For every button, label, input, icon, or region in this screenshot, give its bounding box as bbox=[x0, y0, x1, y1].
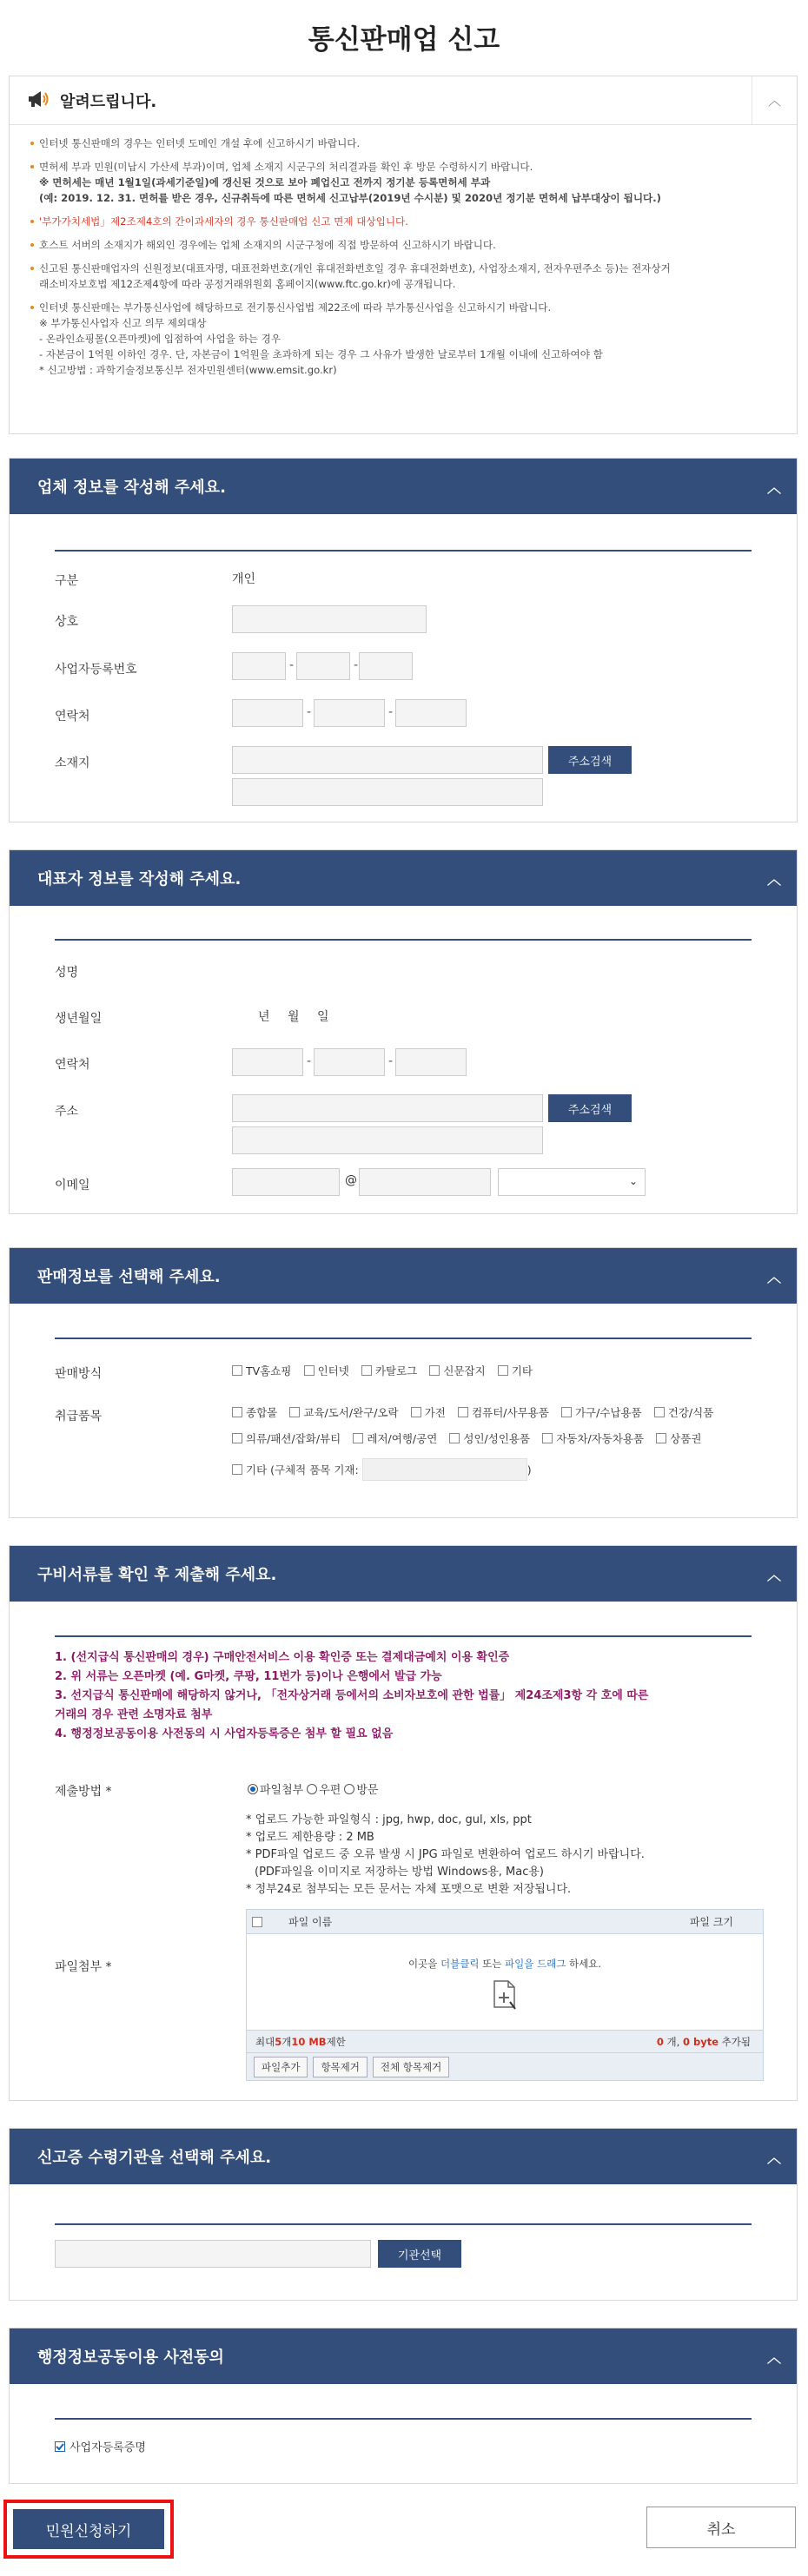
collapse-button[interactable] bbox=[752, 850, 797, 906]
chevron-up-icon: ︿ bbox=[766, 870, 781, 888]
bizno-input-1[interactable] bbox=[232, 652, 286, 680]
birth-month: 월 bbox=[288, 1010, 300, 1024]
radio-visit[interactable] bbox=[344, 1784, 354, 1794]
apply-highlight bbox=[3, 2500, 174, 2559]
rep-contact-input-2[interactable] bbox=[314, 1048, 385, 1076]
checkbox-item[interactable]: 가전 bbox=[411, 1404, 446, 1420]
rep-address-input[interactable] bbox=[232, 1094, 543, 1122]
chevron-up-icon: ︿ bbox=[766, 1268, 781, 1285]
submit-method-label: 제출방법 * bbox=[55, 1785, 112, 1799]
address-label: 소재지 bbox=[55, 756, 90, 770]
checkbox-internet[interactable]: 인터넷 bbox=[304, 1363, 349, 1378]
file-info: * 업로드 가능한 파일형식 : jpg, hwp, doc, gul, xls, ppt * 업로드 제한용량 : 2 MB * PDF파일 업로드 중 오류 발생 시 JPG 파일로 변환하여 업로드 하시기 바랍니다. (PDF파일을 이미지로 저장하는 방법 Windows용, Mac용) * 정부24로 첨부되는 모든 문서는 자체 포맷으로 변환 저장됩니다. bbox=[246, 1813, 645, 1896]
items-other-input[interactable] bbox=[362, 1458, 527, 1481]
apply-button[interactable]: 민원신청하기 bbox=[13, 2509, 164, 2549]
chevron-up-icon: ︿ bbox=[766, 1566, 781, 1583]
select-all-checkbox[interactable] bbox=[252, 1917, 262, 1927]
checkbox-item-other[interactable]: 기타 (구체적 품목 기재: bbox=[232, 1462, 359, 1477]
agency-section bbox=[9, 2128, 798, 2301]
checkbox-item[interactable]: 레저/여행/공연 bbox=[353, 1430, 437, 1446]
collapse-button[interactable] bbox=[752, 459, 797, 514]
section-header: 행정정보공동이용 사전동의 ︿ bbox=[10, 2328, 797, 2384]
sales-method-options bbox=[232, 1363, 541, 1379]
collapse-button[interactable] bbox=[752, 1248, 797, 1304]
checkbox-item[interactable]: 성인/성인용품 bbox=[449, 1430, 530, 1446]
file-add-icon bbox=[247, 1979, 763, 2013]
notice-item: 인터넷 통신판매는 부가통신사업에 해당하므로 전기통신사업법 제22조에 따라 부가통신사업을 신고하시기 바랍니다. ※ 부가통신사업자 신고 의무 제외대상 - 온라인쇼핑몰(오픈마켓)에 입점하여 사업을 하는 경우 - 자본금이 1억원 이하인 경우. 단, 자본금이 1억원을 초과하게 되는 경우 그 사유가 발생한 날로부터 1개월 이내에 신고하여야 함 * 신고방법 : 과학기술정보통신부 전자민원센터(www.emsit.go.kr) bbox=[29, 300, 778, 378]
file-upload-widget bbox=[246, 1909, 764, 2081]
collapse-button[interactable] bbox=[752, 1546, 797, 1602]
remove-item-button[interactable]: 항목제거 bbox=[313, 2057, 367, 2077]
collapse-button[interactable] bbox=[752, 76, 797, 124]
items-other-close: ) bbox=[527, 1463, 532, 1476]
column-file-size: 파일 크기 bbox=[689, 1916, 733, 1928]
page-title: 통신판매업 신고 bbox=[308, 24, 500, 56]
at-sign: @ bbox=[345, 1173, 357, 1187]
section-header: 판매정보를 선택해 주세요. ︿ bbox=[10, 1248, 797, 1304]
radio-file[interactable] bbox=[248, 1784, 258, 1794]
address-detail-input[interactable] bbox=[232, 778, 543, 806]
documents-section bbox=[9, 1545, 798, 2101]
checkbox-item[interactable]: 컴퓨터/사무용품 bbox=[458, 1404, 549, 1420]
form-actions bbox=[0, 2498, 808, 2567]
items-label: 취급품목 bbox=[55, 1410, 103, 1423]
checkbox-item[interactable]: 가구/수납용품 bbox=[561, 1404, 642, 1420]
representative-section: 대표자 정보를 작성해 주세요. ︿ 성명 생년월일 년 월 일 연락처 - - 주소 주소검색 이메일 @ ⌄ bbox=[9, 849, 798, 1214]
chevron-down-icon: ⌄ bbox=[628, 1175, 638, 1187]
sales-section bbox=[9, 1247, 798, 1518]
checkbox-item[interactable]: 상품권 bbox=[656, 1430, 701, 1446]
collapse-button[interactable] bbox=[752, 2328, 797, 2384]
agency-input[interactable] bbox=[55, 2240, 371, 2268]
rep-contact-label: 연락처 bbox=[55, 1058, 90, 1072]
bizno-label: 사업자등록번호 bbox=[55, 663, 137, 677]
consent-section bbox=[9, 2328, 798, 2484]
contact-label: 연락처 bbox=[55, 710, 90, 723]
document-notes: 1. (선지급식 통신판매의 경우) 구매안전서비스 이용 확인증 또는 결제대금예치 이용 확인증 2. 위 서류는 오픈마켓 (예. G마켓, 쿠팡, 11번가 등)이나 은행에서 발급 가능 3. 선지급식 통신판매에 해당하지 않거나, 「전자상거래 등에서의 소비자보호에 관한 법률」 제24조제3항 각 호에 따른 거래의 경우 관련 소명자료 첨부 4. 행정정보공동이용 사전동의 시 사업자등록증은 첨부 할 필요 없음 bbox=[55, 1651, 649, 1740]
type-value: 개인 bbox=[232, 572, 256, 586]
type-label: 구분 bbox=[55, 574, 79, 588]
submit-method-options: 파일첨부 우편 방문 bbox=[248, 1780, 378, 1797]
company-name-label: 상호 bbox=[55, 615, 79, 629]
birth-day: 일 bbox=[317, 1010, 329, 1024]
notice-item: '부가가치세법」제2조제4호의 간이과세자의 경우 통신판매업 신고 면제 대상입니다. bbox=[29, 214, 778, 229]
chevron-up-icon: ︿ bbox=[766, 2348, 781, 2366]
checkbox-catalog[interactable]: 카탈로그 bbox=[361, 1363, 417, 1378]
section-header: 업체 정보를 작성해 주세요. ︿ bbox=[10, 459, 797, 514]
section-header: 구비서류를 확인 후 제출해 주세요. ︿ bbox=[10, 1546, 797, 1602]
checkbox-item[interactable]: 건강/식품 bbox=[654, 1404, 714, 1420]
address-input[interactable] bbox=[232, 746, 543, 774]
bizno-input-2[interactable] bbox=[296, 652, 350, 680]
file-attach-label: 파일첨부 * bbox=[55, 1960, 112, 1974]
email-label: 이메일 bbox=[55, 1179, 90, 1192]
remove-all-button[interactable]: 전체 항목제거 bbox=[373, 2057, 449, 2077]
birth-year: 년 bbox=[258, 1010, 270, 1024]
email-domain-select[interactable] bbox=[498, 1168, 646, 1196]
rep-contact-input-3[interactable] bbox=[395, 1048, 467, 1076]
items-options bbox=[232, 1404, 771, 1483]
notice-item: 신고된 통신판매업자의 신원정보(대표자명, 대표전화번호(개인 휴대전화번호일 경우 휴대전화번호), 사업장소재지, 전자우편주소 등)는 전자상거 래소비자보호법 제12조제4항에 따라 공정거래위원회 홈페이지(www.ftc.go.kr)에 공개됩니다. bbox=[29, 261, 778, 292]
rep-contact-input-1[interactable] bbox=[232, 1048, 303, 1076]
file-status-bar: 최대 5 개 10 MB 제한 0 개, 0 byte 추가됨 bbox=[247, 2030, 763, 2052]
checkbox-item[interactable]: 의류/패션/잡화/뷰티 bbox=[232, 1430, 341, 1446]
notice-header bbox=[10, 76, 797, 125]
bizno-input-3[interactable] bbox=[359, 652, 413, 680]
section-header: 신고증 수령기관을 선택해 주세요. ︿ bbox=[10, 2129, 797, 2184]
email-domain-input[interactable] bbox=[359, 1168, 491, 1196]
contact-input-2[interactable] bbox=[314, 699, 385, 727]
radio-post[interactable] bbox=[307, 1784, 317, 1794]
checkbox-newspaper[interactable]: 신문잡지 bbox=[429, 1363, 485, 1378]
collapse-button[interactable] bbox=[752, 2129, 797, 2184]
checkbox-tv[interactable]: TV홈쇼핑 bbox=[232, 1363, 291, 1378]
notice-item: 호스트 서버의 소재지가 해외인 경우에는 업체 소재지의 시군구청에 직접 방문하여 신고하시기 바랍니다. bbox=[29, 237, 778, 253]
address-search-button[interactable]: 주소검색 bbox=[548, 746, 632, 774]
birth-label: 생년월일 bbox=[55, 1012, 103, 1026]
megaphone-icon bbox=[27, 89, 50, 112]
notice-title: 알려드립니다. bbox=[60, 92, 157, 111]
email-id-input[interactable] bbox=[232, 1168, 340, 1196]
check-icon bbox=[55, 2441, 65, 2452]
rep-address-search-button[interactable]: 주소검색 bbox=[548, 1094, 632, 1122]
add-file-button[interactable]: 파일추가 bbox=[254, 2057, 308, 2077]
notice-panel bbox=[9, 76, 798, 434]
rep-name-label: 성명 bbox=[55, 966, 79, 980]
column-file-name: 파일 이름 bbox=[288, 1916, 333, 1928]
file-drop-area[interactable]: 이곳을 더블클릭 또는 파일을 드래그 하세요. bbox=[247, 1934, 763, 2030]
rep-address-label: 주소 bbox=[55, 1105, 79, 1119]
checkbox-item[interactable]: 자동차/자동차용품 bbox=[542, 1430, 644, 1446]
cancel-button[interactable]: 취소 bbox=[646, 2507, 796, 2548]
consent-checkbox[interactable] bbox=[55, 2438, 146, 2454]
company-section: 업체 정보를 작성해 주세요. ︿ 구분 개인 상호 사업자등록번호 - - 연락처 - - 소재지 주소검색 bbox=[9, 458, 798, 822]
checkbox-item[interactable]: 교육/도서/완구/오락 bbox=[289, 1404, 398, 1420]
rep-address-detail-input[interactable] bbox=[232, 1126, 543, 1154]
sales-method-label: 판매방식 bbox=[55, 1367, 103, 1381]
chevron-up-icon: ︿ bbox=[766, 479, 781, 496]
company-name-input[interactable] bbox=[232, 605, 427, 633]
agency-select-button[interactable]: 기관선택 bbox=[378, 2240, 461, 2268]
chevron-up-icon: ︿ bbox=[766, 2149, 781, 2166]
chevron-up-icon: ︿ bbox=[767, 93, 781, 109]
contact-input-1[interactable] bbox=[232, 699, 303, 727]
contact-input-3[interactable] bbox=[395, 699, 467, 727]
checkbox-other[interactable]: 기타 bbox=[498, 1363, 533, 1378]
notice-item: 인터넷 통신판매의 경우는 인터넷 도메인 개설 후에 신고하시기 바랍니다. bbox=[29, 135, 778, 151]
checkbox-item[interactable]: 종합몰 bbox=[232, 1404, 277, 1420]
consent-item-label: 사업자등록증명 bbox=[70, 2441, 146, 2454]
section-header: 대표자 정보를 작성해 주세요. ︿ bbox=[10, 850, 797, 906]
notice-item: 면허세 부과 민원(미납시 가산세 부과)이며, 업체 소재지 시군구의 처리결과를 확인 후 방문 수령하시기 바랍니다. ※ 면허세는 매년 1월1일(과세기준일)에 갱신된 것으로 보아 폐업신고 전까지 정기분 등록면허세 부과 (예: 2019. 12. 31. 면허를 받은 경우, 신규취득에 따른 면허세 신고납부(2019년 수시분) 및 2020년 정기분 면허세 납부대상이 됩니다.) bbox=[29, 159, 778, 206]
